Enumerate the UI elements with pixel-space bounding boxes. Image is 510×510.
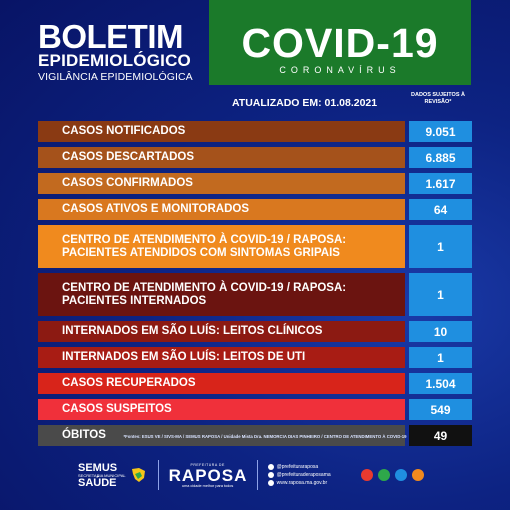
stat-label: CASOS ATIVOS E MONITORADOS bbox=[38, 199, 405, 220]
stat-value: 1 bbox=[409, 347, 472, 368]
title-boletim: BOLETIM bbox=[38, 18, 183, 55]
raposa-tagline: uma cidade melhor para todos bbox=[181, 483, 234, 488]
divider bbox=[257, 460, 258, 490]
semus-small: SECRETARIA MUNICIPAL bbox=[78, 472, 126, 478]
social-facebook[interactable]: @prefeituraderaposama bbox=[276, 472, 331, 478]
stat-value: 1.504 bbox=[409, 373, 472, 394]
stat-row bbox=[38, 225, 472, 268]
stat-value: 9.051 bbox=[409, 121, 472, 142]
bulletin-title bbox=[38, 18, 203, 84]
partner-icon-green bbox=[378, 469, 390, 481]
stat-label: INTERNADOS EM SÃO LUÍS: LEITOS DE UTI bbox=[38, 347, 405, 368]
stat-value: 64 bbox=[409, 199, 472, 220]
stat-value: 49 bbox=[409, 425, 472, 446]
title-epidemiologico: EPIDEMIOLÓGICO bbox=[38, 51, 191, 70]
instagram-icon bbox=[268, 464, 274, 470]
covid-subtitle: CORONAVÍRUS bbox=[279, 65, 401, 75]
stat-row bbox=[38, 347, 472, 368]
facebook-icon bbox=[268, 472, 274, 478]
title-vigilancia: VIGILÂNCIA EPIDEMIOLÓGICA bbox=[38, 71, 193, 83]
footer-logos bbox=[78, 455, 428, 495]
sources-footnote: *Fontes: ESUS VE / SIVS-MA / SEMUS RAPOSA / Unidade Mista Dra. NEMORCIA DIAS PINHEIRO / CENTRO DE ATENDIMENTO À COVID-19 bbox=[123, 434, 407, 439]
stat-row bbox=[38, 373, 472, 394]
revision-note: DADOS SUJEITOS À REVISÃO* bbox=[411, 92, 465, 105]
covid-banner bbox=[209, 0, 471, 85]
stat-label: CASOS RECUPERADOS bbox=[38, 373, 405, 394]
semus-saude: SAÚDE bbox=[78, 476, 117, 489]
stat-row bbox=[38, 321, 472, 342]
stat-label: CASOS NOTIFICADOS bbox=[38, 121, 405, 142]
raposa-name: RAPOSA bbox=[168, 465, 248, 485]
stat-value: 1.617 bbox=[409, 173, 472, 194]
stat-label: ÓBITOS bbox=[38, 425, 405, 446]
globe-icon bbox=[268, 480, 274, 486]
stat-label: CASOS DESCARTADOS bbox=[38, 147, 405, 168]
updated-date: ATUALIZADO EM: 01.08.2021 bbox=[232, 97, 378, 109]
stat-row bbox=[38, 121, 472, 142]
raposa-logo bbox=[169, 463, 247, 488]
maranhao-map-icon bbox=[130, 466, 148, 484]
stat-row bbox=[38, 273, 472, 316]
divider bbox=[158, 460, 159, 490]
stat-label: INTERNADOS EM SÃO LUÍS: LEITOS CLÍNICOS bbox=[38, 321, 405, 342]
stat-value: 1 bbox=[409, 225, 472, 268]
partner-icons bbox=[361, 469, 424, 481]
stat-label: CASOS CONFIRMADOS bbox=[38, 173, 405, 194]
stat-row bbox=[38, 173, 472, 194]
stat-label: CASOS SUSPEITOS bbox=[38, 399, 405, 420]
stat-value: 1 bbox=[409, 273, 472, 316]
stat-value: 549 bbox=[409, 399, 472, 420]
stat-row bbox=[38, 399, 472, 420]
stat-value: 6.885 bbox=[409, 147, 472, 168]
stat-row bbox=[38, 199, 472, 220]
partner-icon-orange bbox=[412, 469, 424, 481]
stat-label: CENTRO DE ATENDIMENTO À COVID-19 / RAPOSA: PACIENTES INTERNADOS bbox=[38, 273, 405, 316]
partner-icon-blue bbox=[395, 469, 407, 481]
partner-icon-red bbox=[361, 469, 373, 481]
semus-logo bbox=[78, 463, 148, 488]
stat-label: CENTRO DE ATENDIMENTO À COVID-19 / RAPOSA: PACIENTES ATENDIDOS COM SINTOMAS GRIPAIS bbox=[38, 225, 405, 268]
raposa-top: PREFEITURA DE bbox=[190, 462, 225, 467]
stat-value: 10 bbox=[409, 321, 472, 342]
stat-row bbox=[38, 147, 472, 168]
semus-name: SEMUS bbox=[78, 461, 118, 474]
stats-table bbox=[38, 121, 472, 451]
social-instagram[interactable]: @prefeituraraposa bbox=[276, 464, 319, 470]
covid-title: COVID-19 bbox=[241, 20, 439, 66]
social-links bbox=[268, 463, 331, 487]
social-website[interactable]: www.raposa.ma.gov.br bbox=[276, 480, 328, 486]
